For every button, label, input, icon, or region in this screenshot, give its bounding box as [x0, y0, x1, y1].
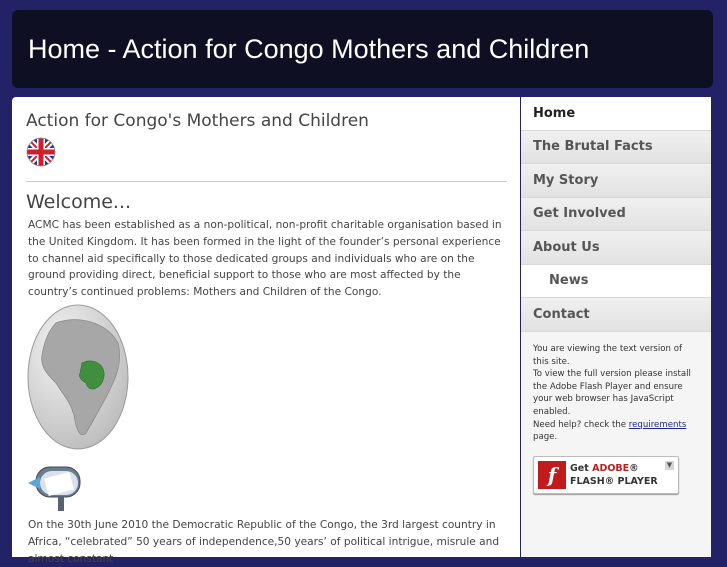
download-arrow-icon: ▼	[666, 461, 673, 469]
note-line-1: You are viewing the text version of this site.	[533, 344, 683, 367]
note-line-3-prefix: Need help? check the	[533, 419, 629, 430]
flash-get-label: Get ADOBE®	[570, 463, 639, 474]
nav-item-get-involved[interactable]: Get Involved	[521, 198, 711, 232]
requirements-link[interactable]: requirements	[628, 419, 687, 430]
main-content	[12, 97, 520, 565]
site-header	[12, 10, 713, 88]
sidebar	[521, 97, 711, 557]
nav-item-brutal-facts[interactable]: The Brutal Facts	[521, 131, 711, 165]
mailbox-icon	[26, 453, 96, 513]
welcome-heading: Welcome...	[26, 191, 132, 213]
get-flash-player-button[interactable]	[533, 456, 679, 494]
nav-item-about-us[interactable]: About Us	[521, 231, 711, 265]
note-line-3-suffix: page.	[533, 432, 558, 443]
site-title: Action for Congo's Mothers and Children	[26, 111, 369, 131]
page-title: Home - Action for Congo Mothers and Children	[28, 34, 590, 64]
nav-item-home[interactable]: Home	[521, 97, 711, 131]
main-nav	[521, 97, 711, 332]
intro-paragraph: ACMC has been established as a non-political, non-profit charitable organisation based in the United Kingdom. It has been formed in the light of the founder’s personal experience to channel aid specifically to those dedicated groups and individuals who are on the ground providing direct, beneficial support to those who are most affected by the country’s continued problems: Mothers and Children of the Congo.	[28, 219, 502, 299]
nav-item-contact[interactable]: Contact	[521, 298, 711, 332]
note-line-2: To view the full version please install the Adobe Flash Player and ensure your web browser has JavaScript enabled.	[533, 369, 691, 417]
flash-player-label: FLASH® PLAYER	[570, 476, 658, 487]
nav-item-my-story[interactable]: My Story	[521, 164, 711, 198]
nav-item-news[interactable]: News	[521, 265, 711, 299]
divider	[26, 181, 507, 182]
flash-icon: f	[538, 461, 566, 489]
closing-paragraph: On the 30th June 2010 the Democratic Republic of the Congo, the 3rd largest country in Africa, “celebrated” 50 years of independence,50 years’ of political intrigue, misrule and almost constant	[28, 519, 500, 565]
congo-globe-icon	[26, 303, 130, 451]
uk-flag-icon[interactable]	[26, 137, 56, 167]
text-version-note	[533, 343, 697, 444]
